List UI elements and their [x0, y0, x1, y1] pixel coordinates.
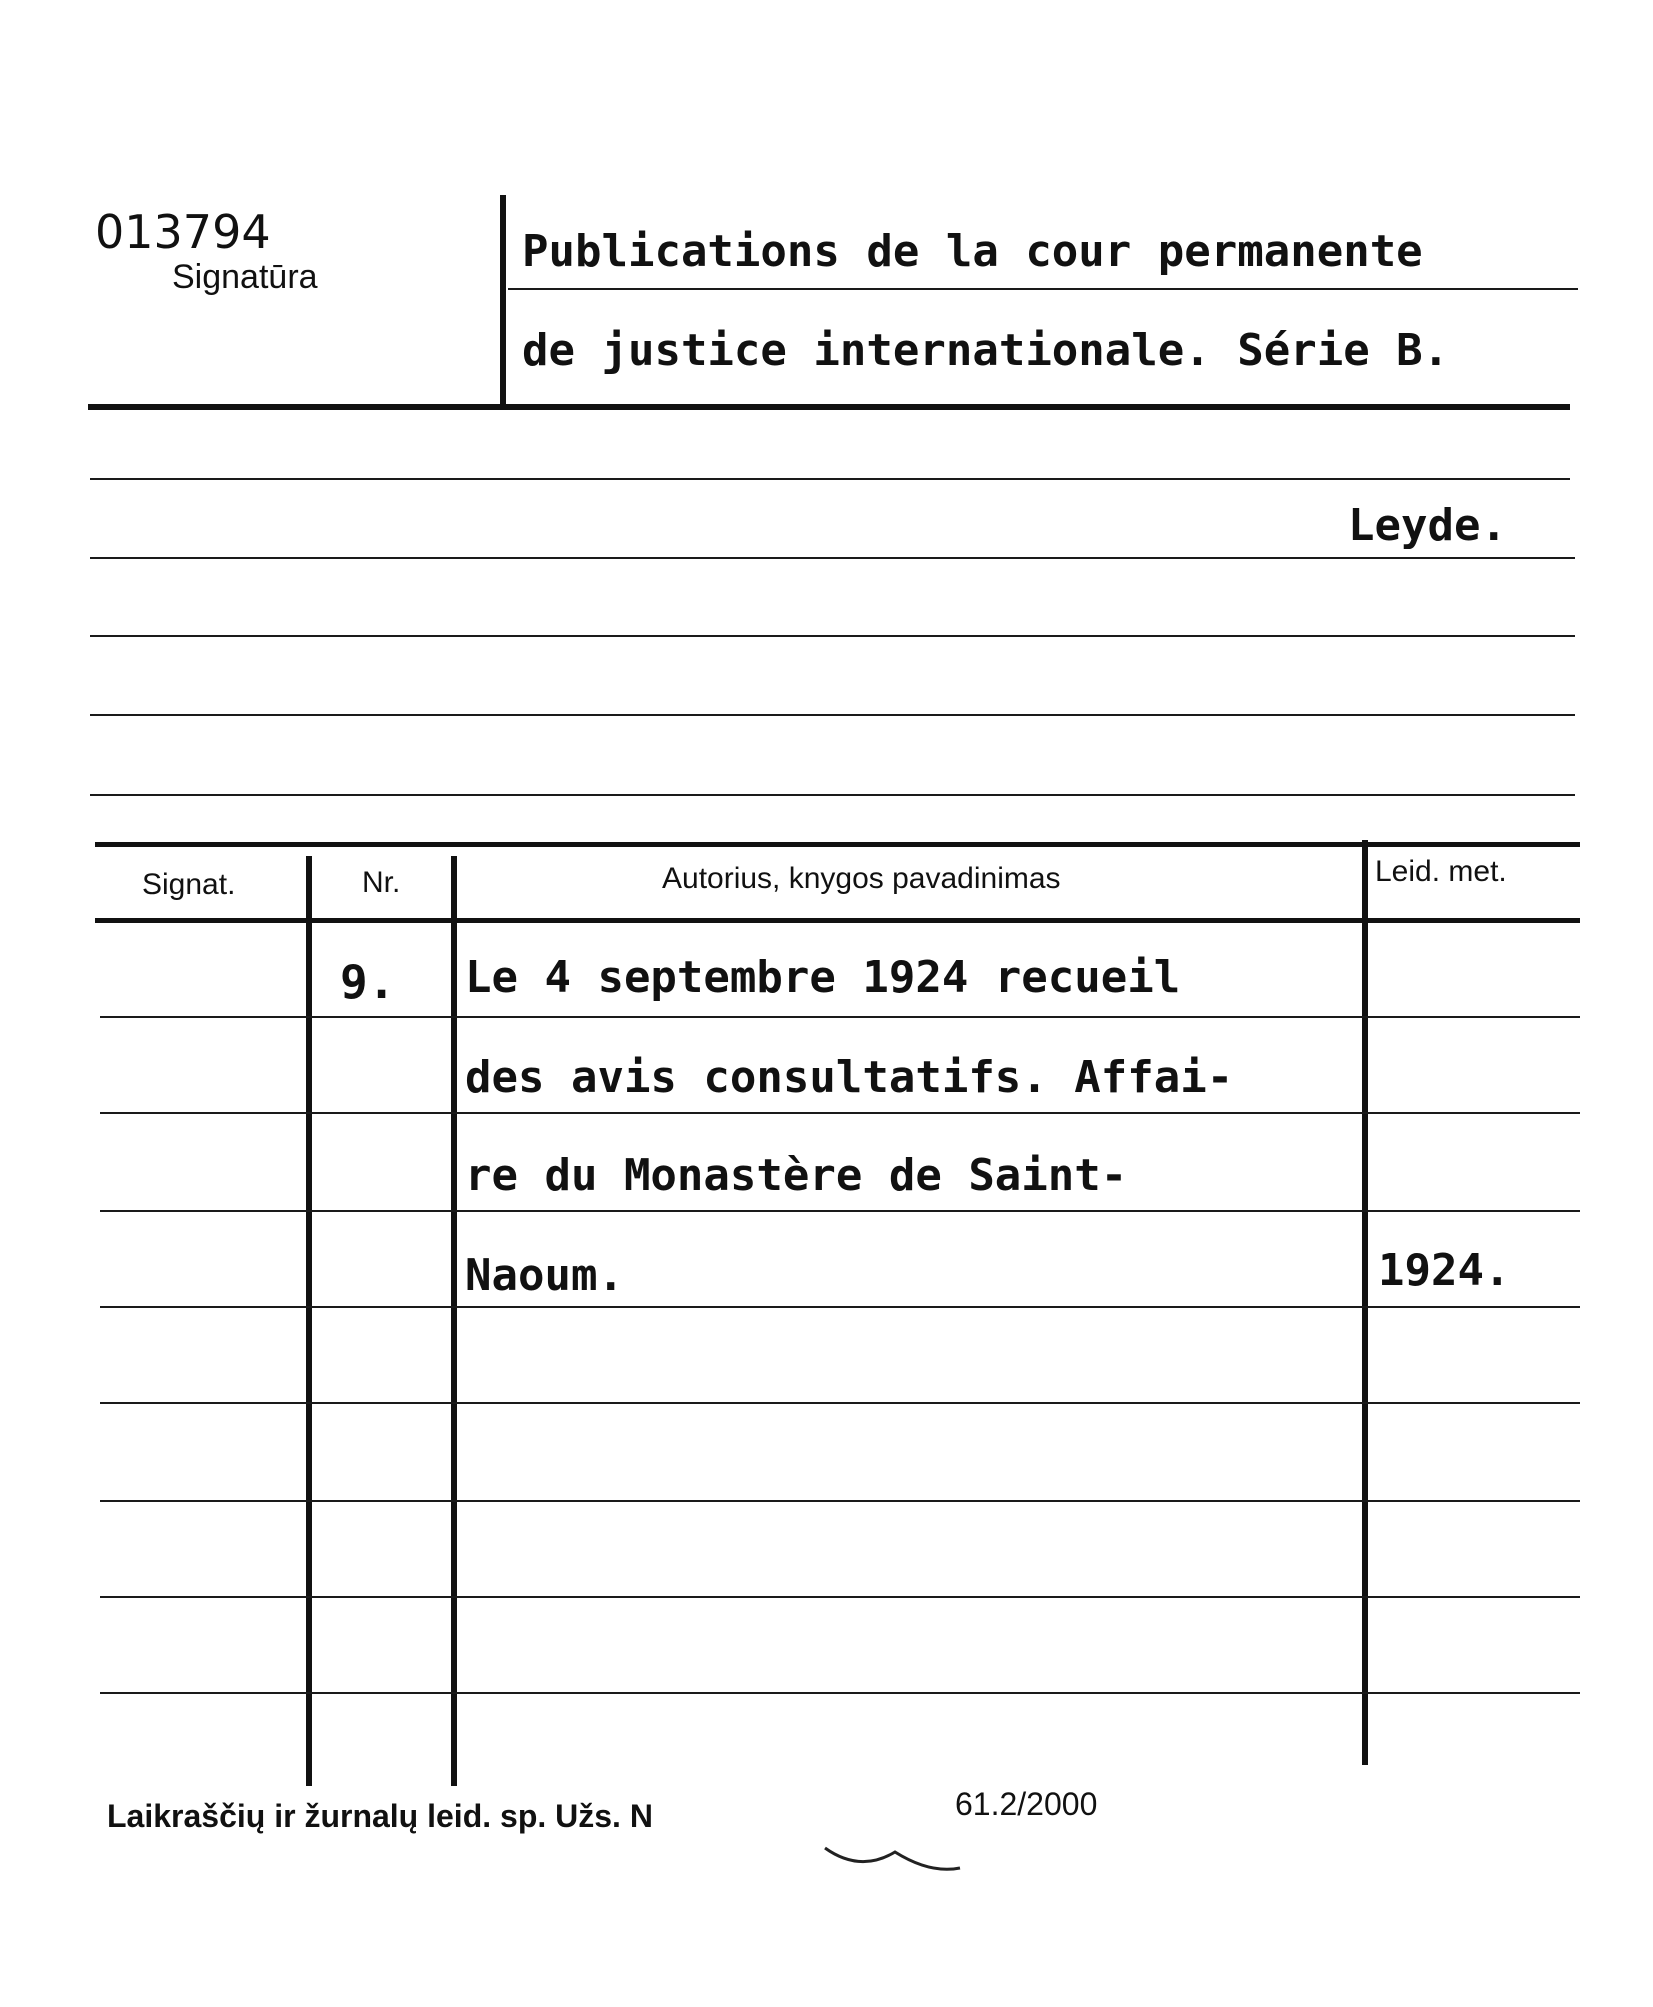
- col-header-nr: Nr.: [362, 866, 401, 899]
- row-line: [100, 1306, 1580, 1308]
- title-line-1: Publications de la cour permanente: [522, 226, 1423, 277]
- table-top-rule: [95, 842, 1580, 847]
- signatura-number: 013794: [95, 205, 271, 259]
- header-bottom-rule: [88, 404, 1570, 410]
- footer-code: 61.2/2000: [955, 1786, 1098, 1822]
- line: [90, 714, 1575, 716]
- line: [90, 794, 1575, 796]
- line: [90, 557, 1575, 559]
- line: [90, 635, 1575, 637]
- row-line: [100, 1402, 1580, 1404]
- entry-year: 1924.: [1378, 1245, 1511, 1296]
- entry-line-2: des avis consultatifs. Affai-: [465, 1052, 1234, 1103]
- title-rule-1: [508, 288, 1578, 290]
- table-header-rule: [95, 918, 1580, 923]
- header-divider: [500, 195, 506, 405]
- footer-imprint: Laikraščių ir žurnalų leid. sp. Užs. N: [107, 1798, 653, 1834]
- row-line: [100, 1112, 1580, 1114]
- place: Leyde.: [1348, 500, 1507, 551]
- row-line: [100, 1210, 1580, 1212]
- col-header-signat: Signat.: [142, 868, 236, 901]
- row-line: [100, 1500, 1580, 1502]
- col-header-title: Autorius, knygos pavadinimas: [662, 862, 1061, 895]
- signatura-label: Signatūra: [172, 258, 318, 296]
- entry-line-3: re du Monastère de Saint-: [465, 1150, 1128, 1201]
- col-header-year: Leid. met.: [1375, 855, 1507, 888]
- entry-number: 9.: [340, 955, 396, 1009]
- col-divider-2: [451, 856, 457, 1786]
- row-line: [100, 1692, 1580, 1694]
- entry-line-4: Naoum.: [465, 1250, 624, 1301]
- line: [90, 478, 1570, 480]
- row-line: [100, 1016, 1580, 1018]
- col-divider-1: [306, 856, 312, 1786]
- row-line: [100, 1596, 1580, 1598]
- entry-line-1: Le 4 septembre 1924 recueil: [465, 952, 1181, 1003]
- title-line-2: de justice internationale. Série B.: [522, 325, 1450, 376]
- col-divider-3: [1362, 840, 1368, 1765]
- footer-scribble: [820, 1838, 980, 1878]
